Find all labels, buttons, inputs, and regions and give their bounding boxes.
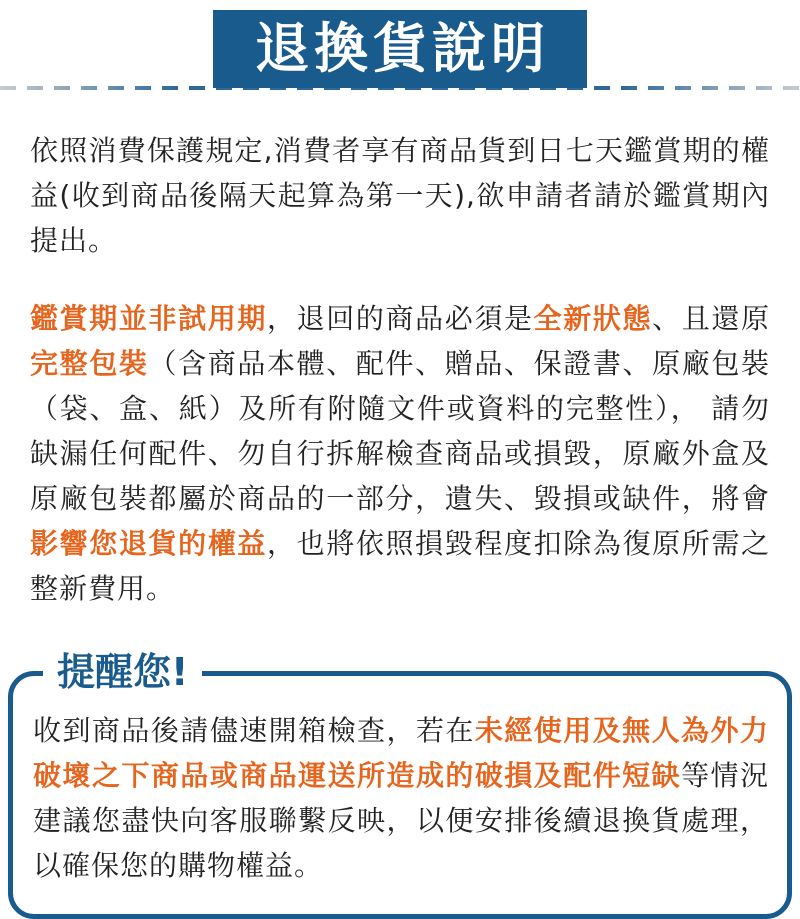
text-run-normal: ，退回的商品必須是	[266, 302, 534, 335]
text-run-em: 未經使用及無人為外力破壞之下商品或商品運送所造成的破損及配件短缺	[33, 714, 769, 792]
text-run-normal: 依照消費保護規定,消費者享有商品貨到日七天鑑賞期的權益(收到商品後隔天起算為第一天),欲申請者請於鑑賞期內提出。	[30, 134, 770, 257]
title-banner	[213, 10, 587, 88]
text-run-normal: （含商品本體、配件、贈品、保證書、原廠包裝（袋、盒、紙）及所有附隨文件或資料的完整性）， 請勿缺漏任何配件、勿自行拆解檢查商品或損毀，原廠外盒及原廠包裝都屬於商品的一部分，遺失、毀損或缺件，將會	[30, 347, 770, 515]
text-run-em: 鑑賞期並非試用期	[30, 302, 267, 335]
policy-intro-paragraph	[30, 128, 770, 263]
page-title: 退換貨說明	[255, 17, 550, 80]
text-run-normal: 等情況建議您盡快向客服聯繫反映，以便安排後續退換貨處理，以確保您的購物權益。	[33, 759, 769, 882]
text-run-normal: ，也將依照損毀程度扣除為復原所需之整新費用。	[30, 527, 770, 605]
reminder-body	[33, 708, 769, 888]
policy-detail-paragraph	[30, 296, 770, 611]
main-content	[0, 128, 800, 611]
text-run-em: 影響您退貨的權益	[30, 527, 267, 560]
text-run-em: 完整包裝	[30, 347, 149, 380]
header	[0, 0, 800, 90]
text-run-em: 全新狀態	[533, 302, 653, 335]
reminder-box	[8, 650, 792, 919]
reminder-label: 提醒您!	[43, 649, 202, 697]
text-run-normal: 收到商品後請儘速開箱檢查，若在	[33, 714, 475, 747]
text-run-normal: 、且還原	[652, 302, 770, 335]
